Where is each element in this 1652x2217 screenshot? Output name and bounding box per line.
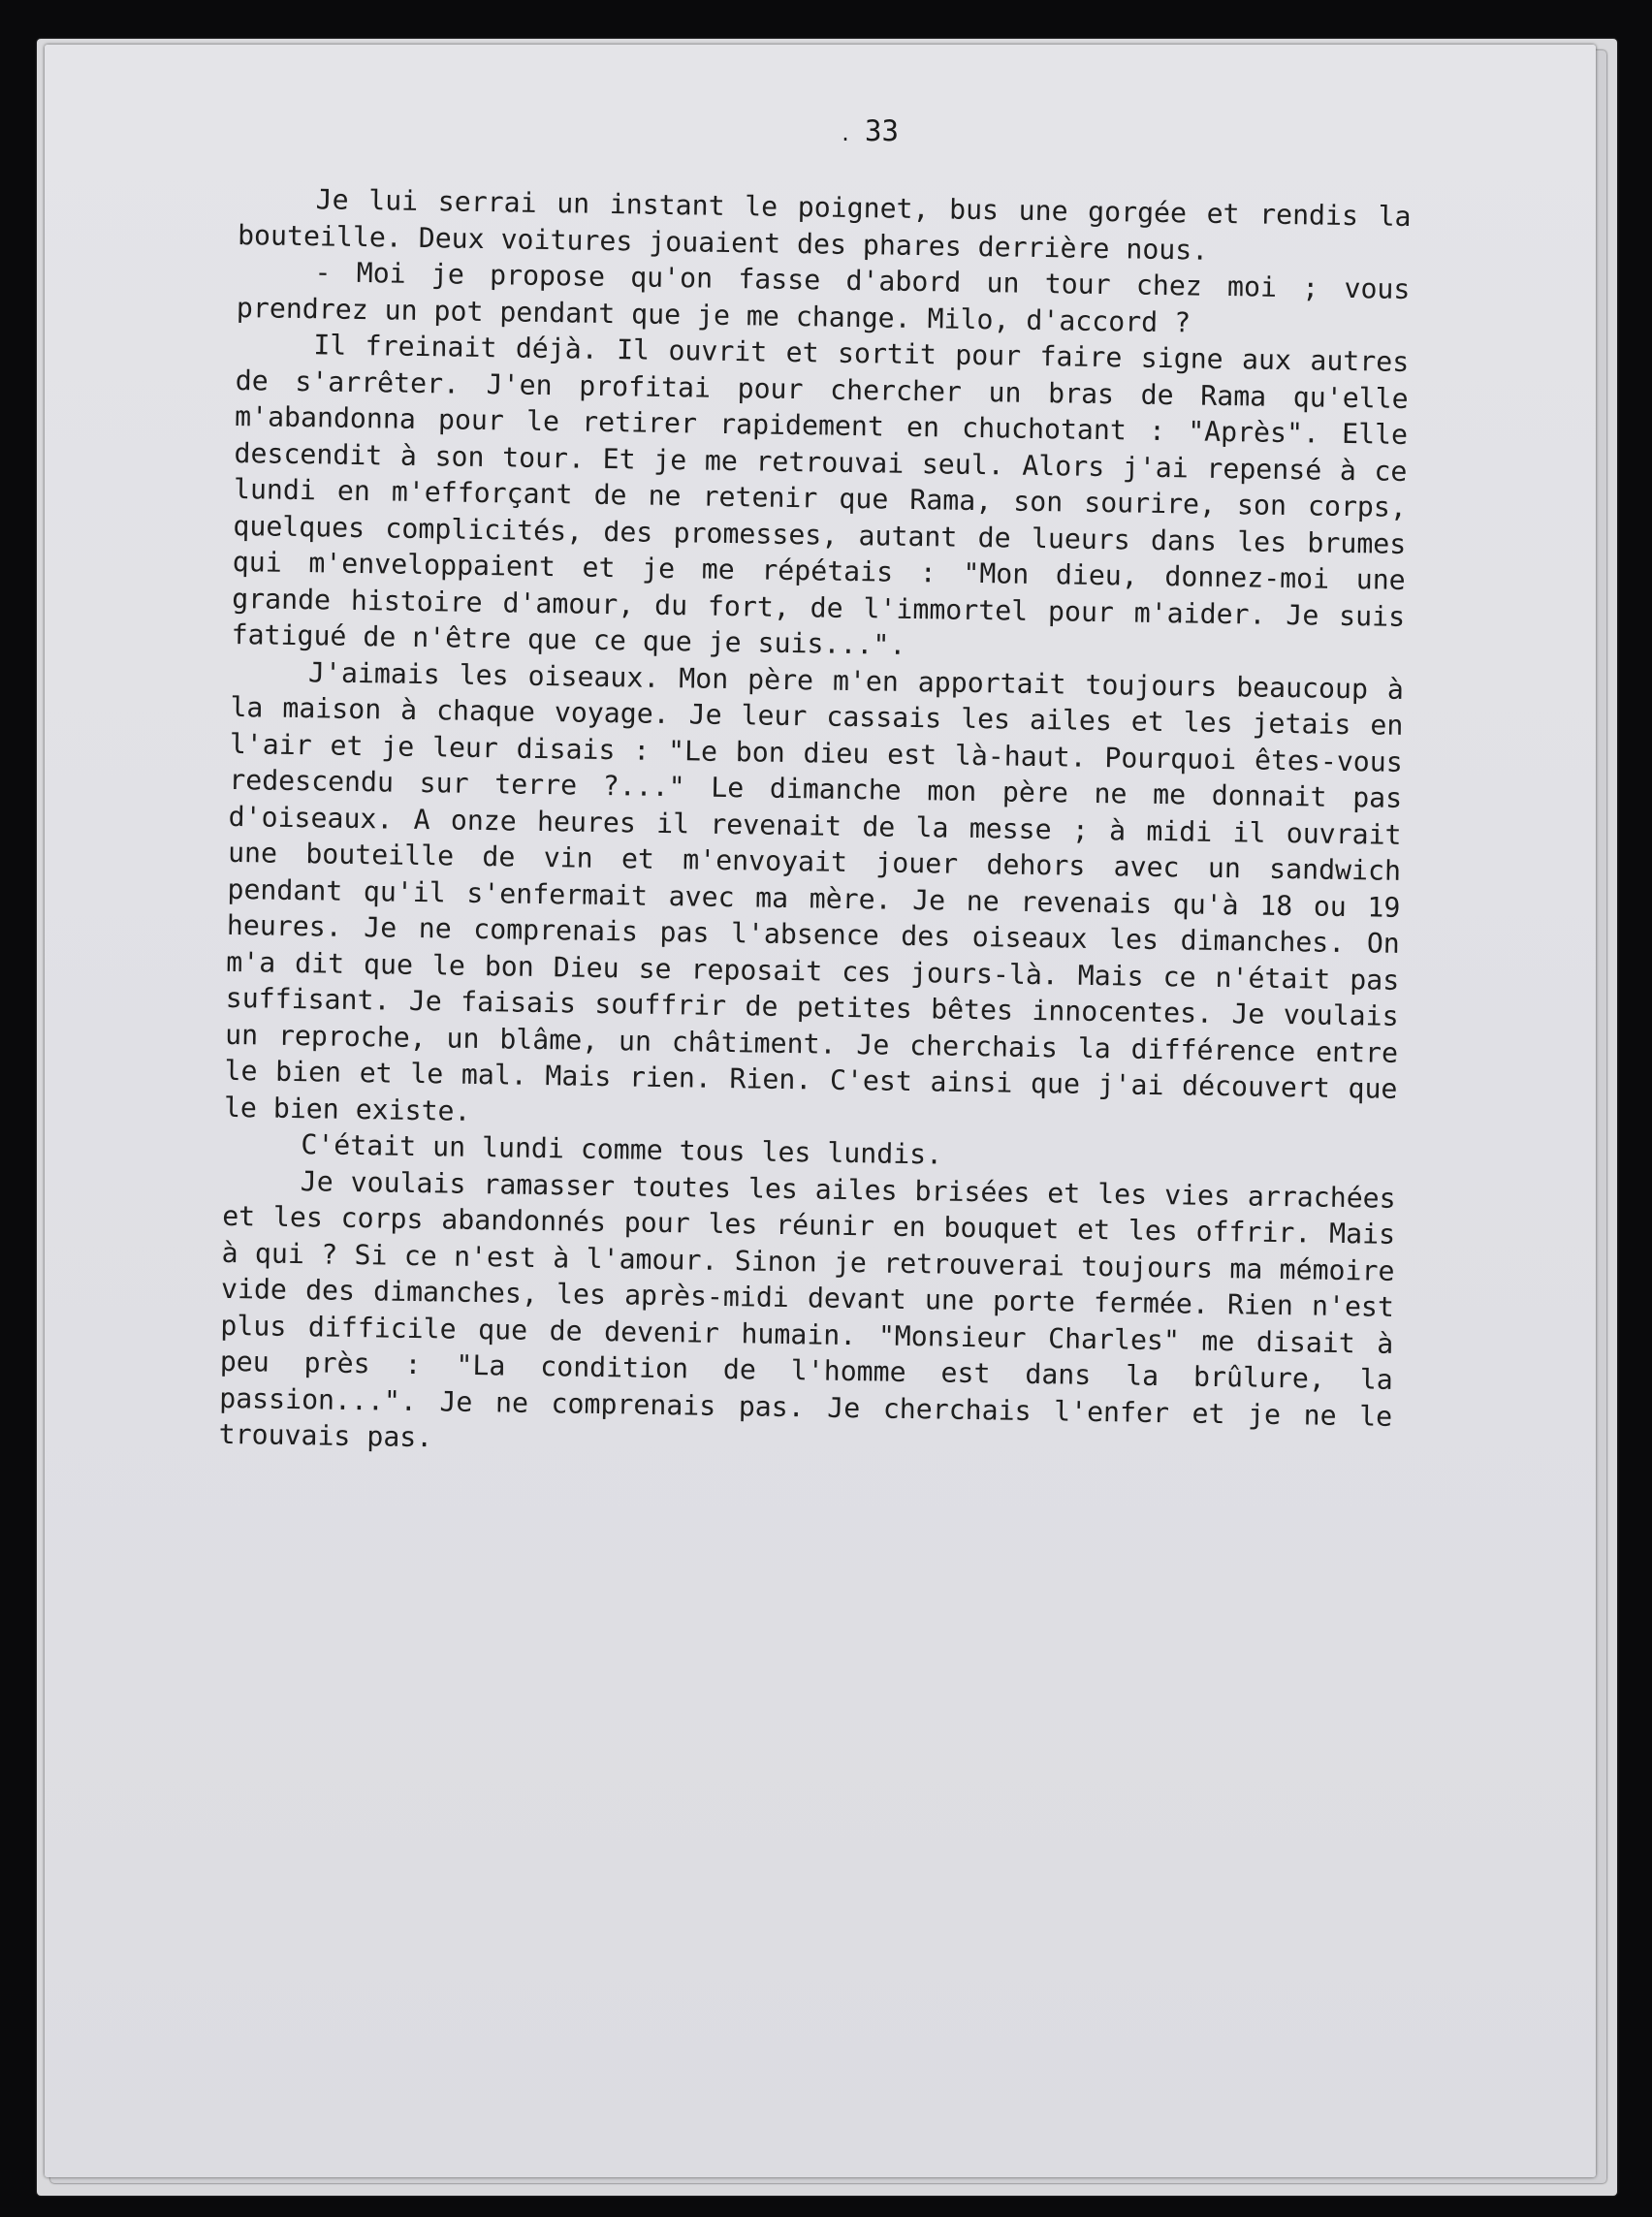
paragraph-4: J'aimais les oiseaux. Mon père m'en apportait toujours beaucoup à la maison à chaque voyage. Je leur cassais les ailes et les jetais en l'air et je leur disais : "Le bon dieu est là-haut. Pourquoi êtes-vous redescendu sur terre ?..." Le dimanche mon père ne me donnait pas d'oiseaux. A onze heures il revenait de la messe ; à midi il ouvrait une bouteille de vin et m'envoyait jouer dehors avec un sandwich pendant qu'il s'enfermait avec ma mère. Je ne revenais qu'à 18 ou 19 heures. Je ne comprenais pas l'absence des oiseaux les dimanches. On m'a dit que le bon Dieu se reposait ces jours-là. Mais ce n'était pas suffisant. Je faisais souffrir de petites bêtes innocentes. Je voulais un reproche, un blâme, un châtiment. Je cherchais la différence entre le bien et le mal. Mais rien. Rien. C'est ainsi que j'ai découvert que le bien existe.	[223, 655, 1405, 1127]
paragraph-1: Je lui serrai un instant le poignet, bus une gorgée et rendis la bouteille. Deux voitures jouaient des phares derrière nous.	[237, 183, 1412, 267]
page-number-mark: .	[840, 122, 852, 145]
paragraph-3: Il freinait déjà. Il ouvrit et sortit pour faire signe aux autres de s'arrêter. J'en profitai pour chercher un bras de Rama qu'elle m'abandonna pour le retirer rapidement en chuchotant : "Après". Elle descendit à son tour. Et je me retrouvai seul. Alors j'ai repensé à ce lundi en m'efforçant de ne retenir que Rama, son sourire, son corps, quelques complicités, des promesses, autant de lueurs dans les brumes qui m'enveloppaient et je me répétais : "Mon dieu, donnez-moi une grande histoire d'amour, du fort, de l'immortel pour m'aider. Je suis fatigué de n'être que ce que je suis...".	[231, 329, 1410, 661]
paragraph-6: Je voulais ramasser toutes les ailes brisées et les vies arrachées et les corps abandonnés pour les réunir en bouquet et les offrir. Mais à qui ? Si ce n'est à l'amour. Sinon je retrouverai toujours ma mémoire vide des dimanches, les après-midi devant une porte fermée. Rien n'est plus difficile que de devenir humain. "Monsieur Charles" me disait à peu près : "La condition de l'homme est dans la brûlure, la passion...". Je ne comprenais pas. Je cherchais l'enfer et je ne le trouvais pas.	[218, 1164, 1396, 1454]
document-page	[45, 45, 1596, 2177]
page-number	[840, 114, 899, 147]
paragraph-2-dialogue: - Moi je propose qu'on fasse d'abord un tour chez moi ; vous prendrez un pot pendant que je me change. Milo, d'accord ?	[236, 256, 1411, 338]
page-number-value: 33	[865, 114, 899, 147]
paragraph-5: C'était un lundi comme tous les lundis.	[301, 1128, 943, 1171]
body-text	[218, 180, 1411, 1471]
